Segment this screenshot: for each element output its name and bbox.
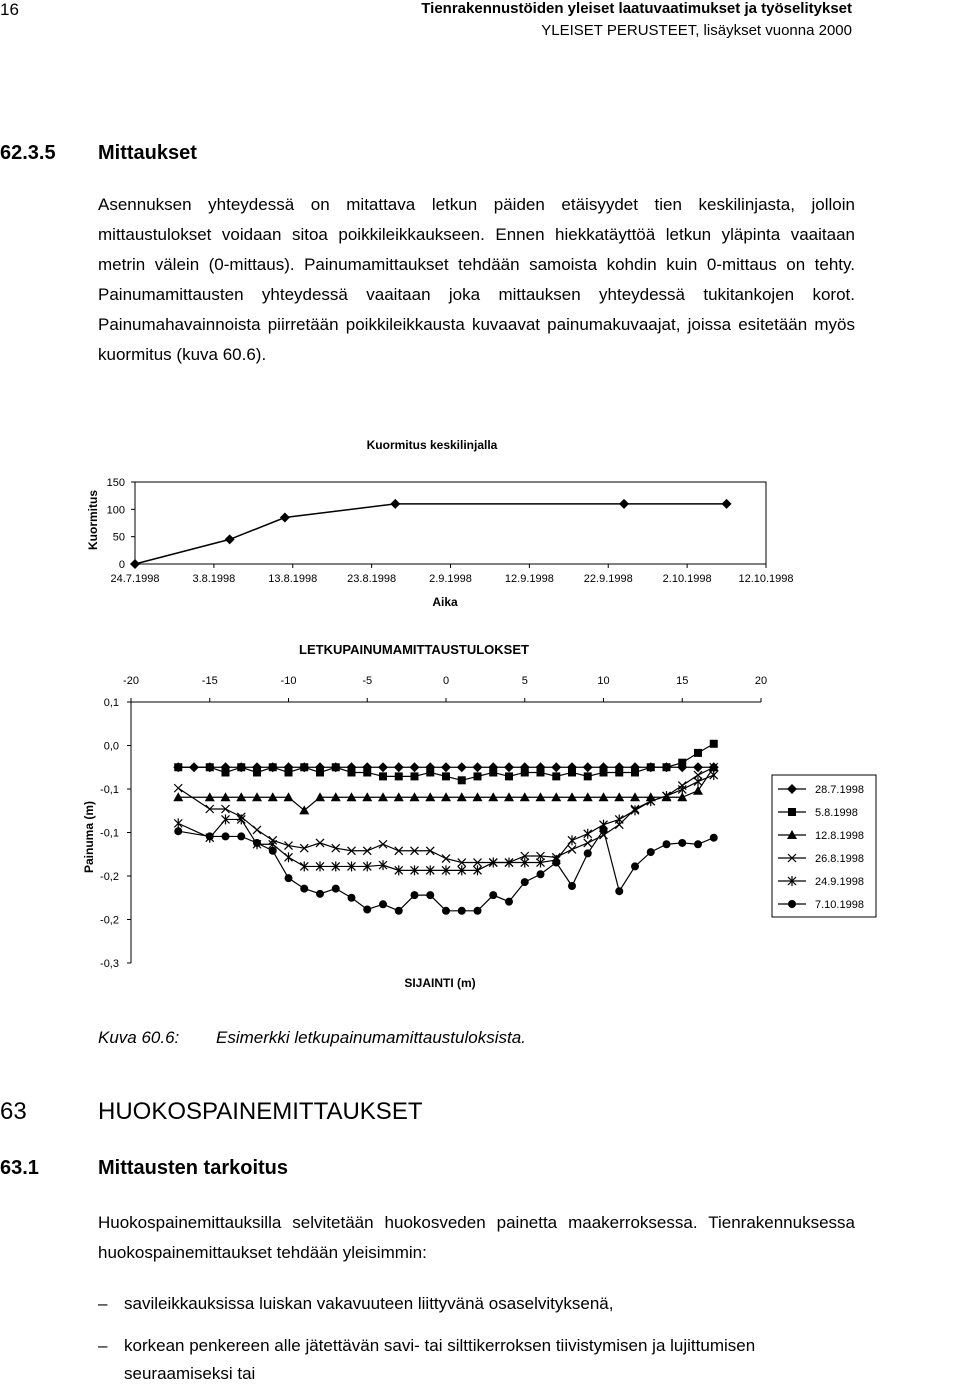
data-point [395, 772, 403, 780]
data-point [458, 907, 466, 915]
x-axis-label: SIJAINTI (m) [404, 976, 476, 990]
data-point [458, 776, 466, 784]
data-point [332, 885, 340, 893]
series-line [135, 504, 727, 564]
series-line [178, 767, 714, 862]
legend-box [772, 775, 876, 917]
data-point [426, 891, 434, 899]
data-point [619, 499, 629, 509]
data-point [225, 534, 235, 544]
section-title: HUOKOSPAINEMITTAUKSET [98, 1098, 423, 1125]
list-item-text: savileikkauksissa luiskan vakavuuteen liittyvänä osaselvityksenä, [124, 1294, 614, 1313]
data-point [584, 849, 592, 857]
data-point [395, 907, 403, 915]
data-point [489, 891, 497, 899]
legend-label: 7.10.1998 [815, 899, 864, 911]
x-tick-label: 24.7.1998 [110, 573, 160, 585]
x-tick-label: 5 [521, 675, 528, 687]
x-tick-label: 23.8.1998 [347, 573, 397, 585]
data-point [663, 763, 671, 771]
data-point [473, 762, 483, 772]
legend-label: 28.7.1998 [815, 784, 864, 796]
x-tick-label: 20 [754, 675, 768, 687]
data-point [694, 777, 702, 787]
data-point [206, 832, 214, 840]
data-point [300, 763, 308, 771]
data-point [253, 768, 261, 776]
section-title: Mittaukset [98, 142, 197, 164]
section-number: 63 [0, 1098, 27, 1125]
data-point [678, 784, 686, 794]
section-paragraph: Huokospainemittauksilla selvitetään huokosveden painetta maakerroksessa. Tienrakennuksessa huokospainemittaukset tehdään yleisimmin: [98, 1213, 855, 1262]
data-point [710, 834, 718, 842]
y-tick-label: 0,0 [103, 740, 119, 753]
data-point [269, 847, 277, 855]
series-line [178, 775, 714, 870]
data-point [615, 887, 623, 895]
y-tick-label: -0,3 [100, 958, 119, 970]
plot-area [100, 675, 767, 970]
y-tick-label: -0,1 [100, 827, 119, 840]
legend-marker [788, 900, 796, 908]
data-point [411, 891, 419, 899]
data-point [280, 513, 290, 523]
document-title: Tienrakennustöiden yleiset laatuvaatimukset ja työselitykset [421, 0, 852, 17]
legend-label: 5.8.1998 [815, 807, 858, 819]
data-point [568, 768, 576, 776]
legend-label: 26.8.1998 [815, 853, 864, 865]
data-point [504, 762, 514, 772]
section-number: 62.3.5 [0, 142, 56, 164]
series-square [174, 740, 718, 785]
figure-caption-text: Esimerkki letkupainumamittaustuloksista. [216, 1028, 526, 1047]
data-point [537, 870, 545, 878]
section-heading-tarkoitus [0, 1157, 600, 1185]
data-point [631, 768, 639, 776]
data-point [222, 832, 230, 840]
data-point [568, 835, 576, 845]
data-point [663, 791, 671, 801]
list-item [98, 1332, 855, 1382]
data-point [600, 826, 608, 834]
data-point [647, 848, 655, 856]
legend [772, 775, 876, 917]
data-point [390, 499, 400, 509]
data-point [474, 772, 482, 780]
y-tick-label: 150 [106, 477, 125, 489]
data-point [537, 768, 545, 776]
data-point [269, 763, 277, 771]
data-point [552, 859, 560, 867]
data-point [237, 832, 245, 840]
y-axis-label: Painuma (m) [82, 800, 96, 874]
data-point [489, 768, 497, 776]
data-point [584, 839, 592, 847]
data-point [363, 768, 371, 776]
data-point [348, 768, 356, 776]
chart-title: LETKUPAINUMAMITTAUSTULOKSET [299, 642, 529, 657]
data-point [615, 814, 623, 824]
data-point [442, 855, 450, 863]
data-point [300, 885, 308, 893]
data-point [631, 805, 639, 815]
data-point [442, 772, 450, 780]
data-point [694, 749, 702, 757]
data-point [521, 768, 529, 776]
data-point [505, 898, 513, 906]
x-tick-label: 0 [442, 675, 450, 687]
data-point [693, 786, 703, 795]
data-point [441, 762, 451, 772]
data-point [583, 762, 593, 772]
figure-caption-label: Kuva 60.6: [98, 1028, 180, 1047]
data-point [647, 763, 655, 771]
data-point [505, 772, 513, 780]
plot-frame [135, 482, 766, 564]
data-point [253, 839, 261, 847]
data-point [474, 907, 482, 915]
data-point [348, 894, 356, 902]
data-point [584, 772, 592, 780]
data-point [174, 818, 182, 828]
data-point [222, 768, 230, 776]
x-tick-label: 2.10.1998 [662, 573, 712, 585]
x-tick-label: 12.10.1998 [738, 573, 794, 585]
data-point [678, 759, 686, 767]
x-tick-label: 12.9.1998 [504, 573, 554, 585]
data-point [130, 559, 140, 569]
data-point [615, 768, 623, 776]
x-axis-label: Aika [432, 595, 458, 609]
x-tick-label: -10 [280, 675, 297, 687]
series-star [174, 770, 718, 875]
data-point [378, 762, 388, 772]
x-tick-label: -5 [362, 675, 373, 687]
section-number: 63.1 [0, 1157, 39, 1179]
data-point [253, 826, 261, 834]
data-point [551, 762, 561, 772]
section-paragraph: Asennuksen yhteydessä on mitattava letkun päiden etäisyydet tien keskilinjasta, jolloin mittaustulokset voidaan sitoa poikkileikkaukseen. Ennen hiekkatäyttöä letkun yläpinta vaaitaan metrin välein (0-mittaus). Painumamittaukset tehdään samoista kohdin kuin 0-mittaus on tehty. Painumamittausten yhteydessä vaaitaan joka mittauksen yhteydessä tukitankojen korot. Painumahavainnoista piirretään poikkileikkausta kuvaavat painumakuvaajat, joissa esitetään myös kuormitus (kuva 60.6). [98, 195, 855, 364]
data-point [379, 840, 387, 848]
data-point [285, 874, 293, 882]
data-point [568, 845, 576, 853]
data-point [174, 784, 182, 792]
data-point [316, 768, 324, 776]
bullet-dash: – [98, 1336, 108, 1355]
y-tick-label: -0,2 [100, 914, 119, 927]
y-tick-label: 50 [112, 531, 125, 544]
data-point [442, 907, 450, 915]
section-heading-huokos [0, 1098, 600, 1128]
y-tick-label: -0,2 [100, 871, 119, 883]
y-tick-label: 100 [106, 504, 125, 517]
data-point [285, 768, 293, 776]
data-point [316, 839, 324, 847]
chart-kuormitus [0, 425, 960, 615]
x-tick-label: 15 [676, 675, 689, 687]
data-point [521, 878, 529, 886]
list-item-text: korkean penkereen alle jätettävän savi- tai silttikerroksen tiivistymisen ja lujittumisen seuraamiseksi tai [124, 1336, 756, 1383]
data-point [600, 768, 608, 776]
data-point [411, 772, 419, 780]
data-point [568, 882, 576, 890]
data-point [678, 839, 686, 847]
data-point [316, 890, 324, 898]
section-title: Mittausten tarkoitus [98, 1157, 289, 1179]
page-number: 16 [0, 0, 19, 19]
y-axis-label: Kuormitus [86, 490, 100, 550]
data-point [426, 768, 434, 776]
data-point [174, 763, 182, 771]
x-tick-label: 2.9.1998 [429, 573, 472, 585]
x-tick-label: 10 [597, 675, 610, 687]
x-tick-label: -20 [123, 675, 139, 687]
data-point [457, 762, 467, 772]
data-point [379, 900, 387, 908]
chart-letkupainuma [0, 635, 960, 995]
legend-label: 24.9.1998 [815, 876, 864, 888]
data-point [552, 772, 560, 780]
data-point [379, 772, 387, 780]
chart-title: Kuormitus keskilinjalla [366, 438, 498, 452]
data-point [206, 763, 214, 771]
data-point [710, 770, 718, 780]
data-point [285, 852, 293, 862]
y-tick-label: 0 [118, 559, 125, 571]
data-point [631, 862, 639, 870]
x-tick-label: -15 [201, 675, 218, 687]
data-point [174, 827, 182, 835]
data-point [394, 762, 404, 772]
data-point [584, 829, 592, 839]
legend-marker [788, 808, 796, 816]
data-point [332, 763, 340, 771]
document-subtitle: YLEISET PERUSTEET, lisäykset vuonna 2000 [541, 22, 852, 39]
x-tick-label: 13.8.1998 [268, 573, 318, 585]
y-tick-label: 0,1 [103, 697, 119, 709]
x-tick-label: 22.9.1998 [583, 573, 633, 585]
data-point [363, 905, 371, 913]
list-item [98, 1290, 855, 1320]
data-point [710, 740, 718, 748]
data-point [694, 840, 702, 848]
x-tick-label: 3.8.1998 [192, 573, 236, 585]
plot-area [107, 477, 794, 585]
section-heading-mittaukset [0, 142, 600, 170]
data-point [722, 499, 732, 509]
bullet-dash: – [98, 1294, 108, 1313]
data-point [410, 762, 420, 772]
data-point [663, 840, 671, 848]
data-point [237, 763, 245, 771]
legend-label: 12.8.1998 [815, 830, 864, 842]
y-tick-label: -0,1 [100, 784, 119, 796]
